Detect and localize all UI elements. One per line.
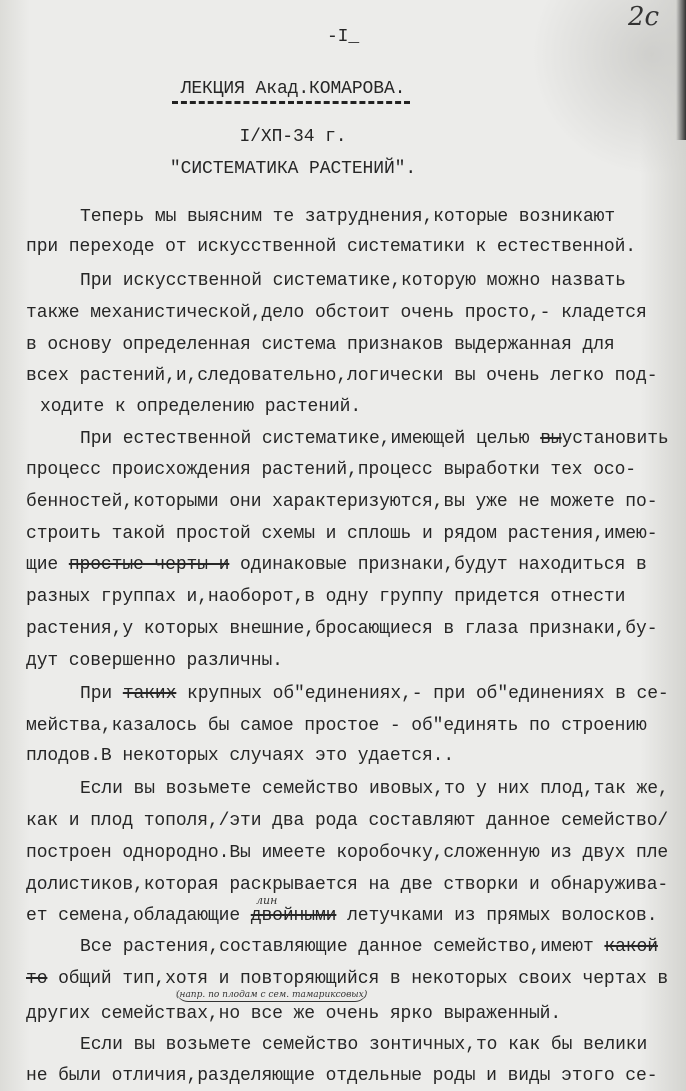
text-segment: других семействах,но все же очень ярко выраженный.: [26, 1004, 562, 1024]
text-line: [80, 780, 669, 798]
text-segment: дут совершенно различны.: [26, 651, 283, 671]
text-segment: всех растений,и,следовательно,логически вы очень легко под-: [26, 366, 658, 386]
text-line: [26, 812, 668, 830]
text-line: [26, 525, 657, 543]
text-segment: бенностей,которыми они характеризуются,вы уже не можете по-: [26, 492, 658, 512]
handwritten-margin-note: (напр. по плодам с сем. тамариксовых): [176, 990, 368, 1000]
text-line: [26, 1067, 657, 1085]
text-segment: ходите к определению растений.: [40, 397, 362, 417]
text-segment: в основу определенная система признаков выдержанная для: [26, 335, 615, 355]
text-line: [26, 304, 647, 322]
text-segment: мейства,казалось бы самое простое - об"единять по строению: [26, 716, 647, 736]
text-segment: ет семена,обладающие: [26, 906, 251, 926]
handwritten-correction: лин: [256, 894, 278, 907]
text-segment: также механистической,дело обстоит очень просто,- кладется: [26, 303, 647, 323]
text-segment: процесс происхождения растений,процесс выработки тех осо-: [26, 460, 637, 480]
struck-text: таких: [122, 684, 177, 704]
text-line: [26, 367, 657, 385]
text-segment: построен однородно.Вы имеете коробочку,сложенную из двух пле: [26, 843, 669, 863]
text-segment: щие: [26, 555, 69, 575]
lecture-title: ЛЕКЦИЯ Акад.КОМАРОВА.: [180, 79, 406, 99]
text-segment: разных группах и,наоборот,в одну группу придется отнести: [26, 587, 626, 607]
text-segment: растения,у которых внешние,бросающиеся в глаза признаки,бу-: [26, 619, 658, 639]
text-line: [80, 1036, 647, 1054]
text-segment: строить такой простой схемы и сплошь и рядом растения,имею-: [26, 524, 658, 544]
text-segment: Все растения,составляющие данное семейство,имеют: [80, 937, 605, 957]
text-line: [26, 844, 668, 862]
text-line: [80, 272, 626, 290]
scan-edge-shadow: [676, 0, 686, 140]
text-line: [26, 652, 283, 670]
text-line: [26, 747, 454, 765]
text-segment: При естественной систематике,имеющей целью: [80, 429, 541, 449]
text-segment: Если вы возьмете семейство ивовых,то у них плод,так же,: [80, 779, 669, 799]
text-segment: при переходе от искусственной систематики к естественной.: [26, 237, 637, 257]
text-segment: общий тип,хотя и повторяющийся в некоторых своих чертах в: [47, 969, 669, 989]
text-line: [26, 970, 668, 988]
text-line: [26, 493, 657, 511]
title-underline: [172, 101, 410, 104]
text-segment: Если вы возьмете семейство зонтичных,то как бы велики: [80, 1035, 648, 1055]
text-segment: установить: [561, 429, 669, 449]
text-line: [40, 398, 361, 416]
text-segment: летучками из прямых волосков.: [336, 906, 658, 926]
text-segment: крупных об"единениях,- при об"единениях в се-: [176, 684, 669, 704]
page-number: -I_: [326, 27, 360, 47]
text-line: [80, 430, 669, 448]
struck-text: то: [26, 969, 48, 989]
text-segment: долистиков,которая раскрывается на две створки и обнаружива-: [26, 875, 669, 895]
text-line: [26, 907, 657, 925]
text-line: [80, 208, 615, 226]
text-segment: как и плод тополя,/эти два рода составляют данное семейство/: [26, 811, 669, 831]
text-line: [26, 556, 647, 574]
text-line: [26, 1005, 561, 1023]
text-line: [80, 685, 669, 703]
text-segment: не были отличия,разделяющие отдельные роды и виды этого се-: [26, 1066, 658, 1086]
text-segment: одинаковые признаки,будут находиться в: [229, 555, 647, 575]
text-line: [26, 336, 615, 354]
struck-text: двойными: [250, 906, 337, 926]
text-segment: плодов.В некоторых случаях это удается..: [26, 746, 455, 766]
text-line: [26, 461, 636, 479]
text-segment: При искусственной систематике,которую можно назвать: [80, 271, 626, 291]
text-line: [26, 620, 657, 638]
lecture-date: I/XП-34 г.: [239, 127, 347, 147]
archive-mark: 2с: [628, 2, 660, 32]
text-line: [26, 717, 647, 735]
text-line: [80, 938, 658, 956]
text-segment: Теперь мы выясним те затруднения,которые возникают: [80, 207, 616, 227]
text-line: [26, 876, 668, 894]
struck-text: вы: [540, 429, 562, 449]
lecture-subtitle: "СИСТЕМАТИКА РАСТЕНИЙ".: [169, 159, 417, 179]
text-segment: При: [80, 684, 123, 704]
text-line: [26, 238, 636, 256]
struck-text: какой: [604, 937, 658, 957]
text-line: [26, 588, 625, 606]
struck-text: простые черты и: [68, 555, 230, 575]
